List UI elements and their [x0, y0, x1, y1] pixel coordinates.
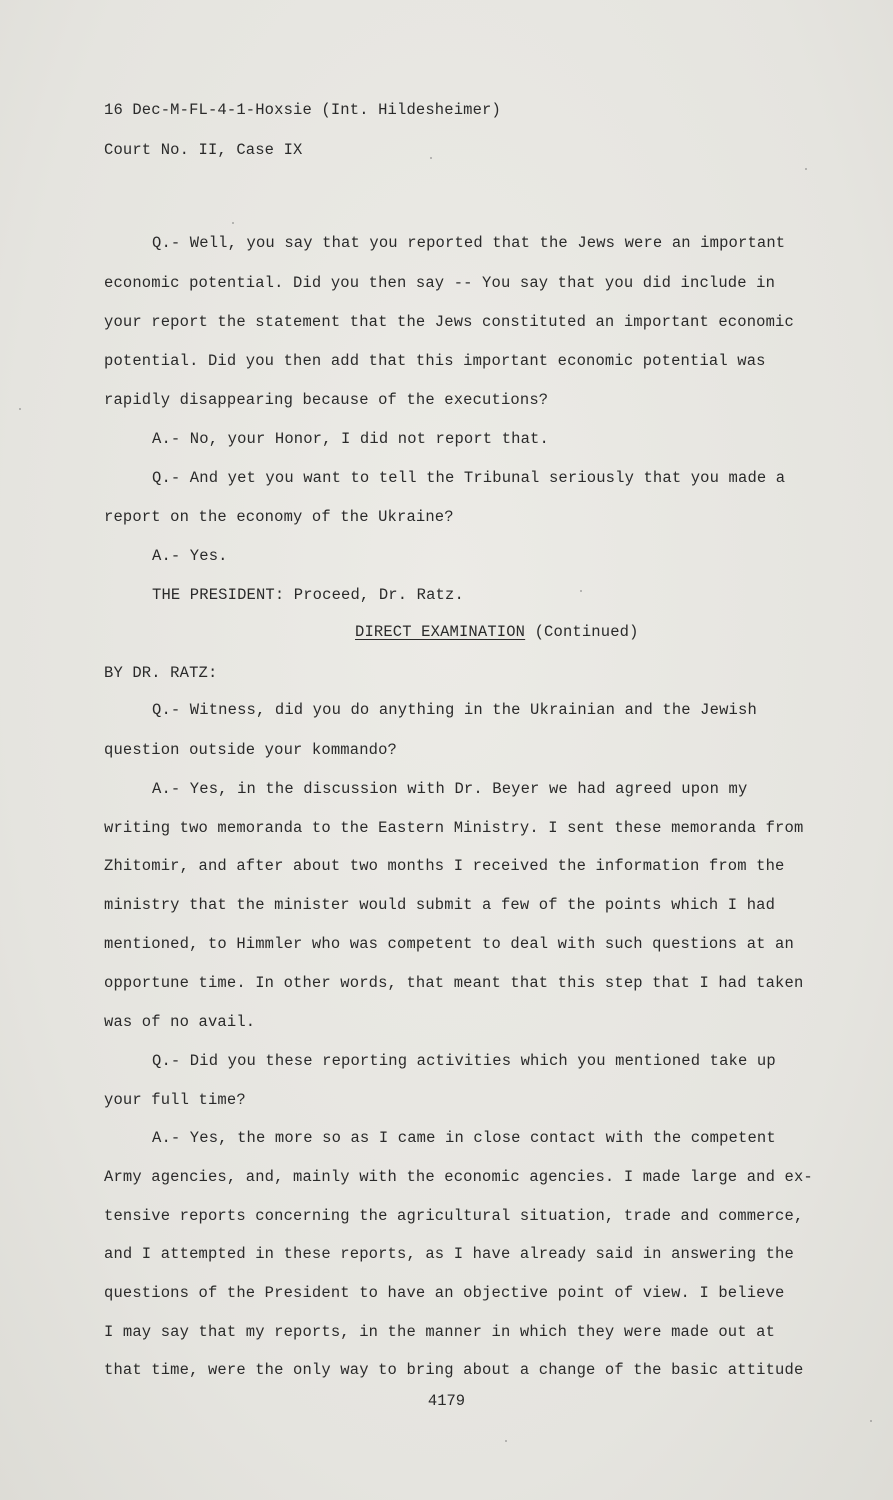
text-line-12: BY DR. RATZ: [104, 664, 218, 682]
text-line-6: A.- No, your Honor, I did not report that. [152, 430, 549, 448]
text-line-18: ministry that the minister would submit a few of the points which I had [104, 896, 776, 914]
section-heading [355, 622, 639, 642]
text-line-27: and I attempted in these reports, as I have already said in answering the [104, 1245, 794, 1263]
scan-speck [430, 157, 432, 159]
text-line-9: A.- Yes. [152, 547, 228, 565]
text-line-5: rapidly disappearing because of the executions? [104, 391, 549, 409]
text-line-17: Zhitomir, and after about two months I received the information from the [104, 857, 785, 875]
page-number: 4179 [427, 1392, 466, 1410]
section-heading-title: DIRECT EXAMINATION [355, 623, 526, 641]
scan-speck [232, 222, 234, 224]
section-heading-note: (Continued) [534, 623, 639, 641]
text-line-29: I may say that my reports, in the manner in which they were made out at [104, 1323, 776, 1341]
text-line-23: your full time? [104, 1091, 246, 1109]
scan-speck [580, 590, 582, 592]
text-line-20: opportune time. In other words, that meant that this step that I had taken [104, 974, 804, 992]
header-court: Court No. II, Case IX [104, 141, 303, 159]
text-line-14: question outside your kommando? [104, 741, 397, 759]
text-line-10: THE PRESIDENT: Proceed, Dr. Ratz. [152, 586, 464, 604]
header-reference: 16 Dec-M-FL-4-1-Hoxsie (Int. Hildesheimer) [104, 101, 501, 119]
scan-speck [805, 168, 807, 170]
text-line-15: A.- Yes, in the discussion with Dr. Beyer we had agreed upon my [152, 780, 748, 798]
scan-speck [870, 1420, 872, 1422]
text-line-21: was of no avail. [104, 1013, 256, 1031]
scan-speck [505, 1440, 507, 1442]
text-line-16: writing two memoranda to the Eastern Ministry. I sent these memoranda from [104, 819, 804, 837]
text-line-1: Q.- Well, you say that you reported that the Jews were an important [152, 234, 786, 252]
text-line-24: A.- Yes, the more so as I came in close contact with the competent [152, 1129, 776, 1147]
text-line-28: questions of the President to have an objective point of view. I believe [104, 1284, 785, 1302]
text-line-26: tensive reports concerning the agricultural situation, trade and commerce, [104, 1207, 804, 1225]
text-line-30: that time, were the only way to bring about a change of the basic attitude [104, 1361, 804, 1379]
text-line-4: potential. Did you then add that this important economic potential was [104, 352, 766, 370]
scan-speck [19, 408, 21, 410]
text-line-19: mentioned, to Himmler who was competent to deal with such questions at an [104, 935, 794, 953]
text-line-2: economic potential. Did you then say -- You say that you did include in [104, 274, 776, 292]
text-line-22: Q.- Did you these reporting activities which you mentioned take up [152, 1052, 776, 1070]
text-line-8: report on the economy of the Ukraine? [104, 508, 454, 526]
text-line-3: your report the statement that the Jews constituted an important economic [104, 313, 794, 331]
text-line-25: Army agencies, and, mainly with the economic agencies. I made large and ex- [104, 1168, 813, 1186]
text-line-13: Q.- Witness, did you do anything in the Ukrainian and the Jewish [152, 701, 757, 719]
text-line-7: Q.- And yet you want to tell the Tribunal seriously that you made a [152, 469, 786, 487]
